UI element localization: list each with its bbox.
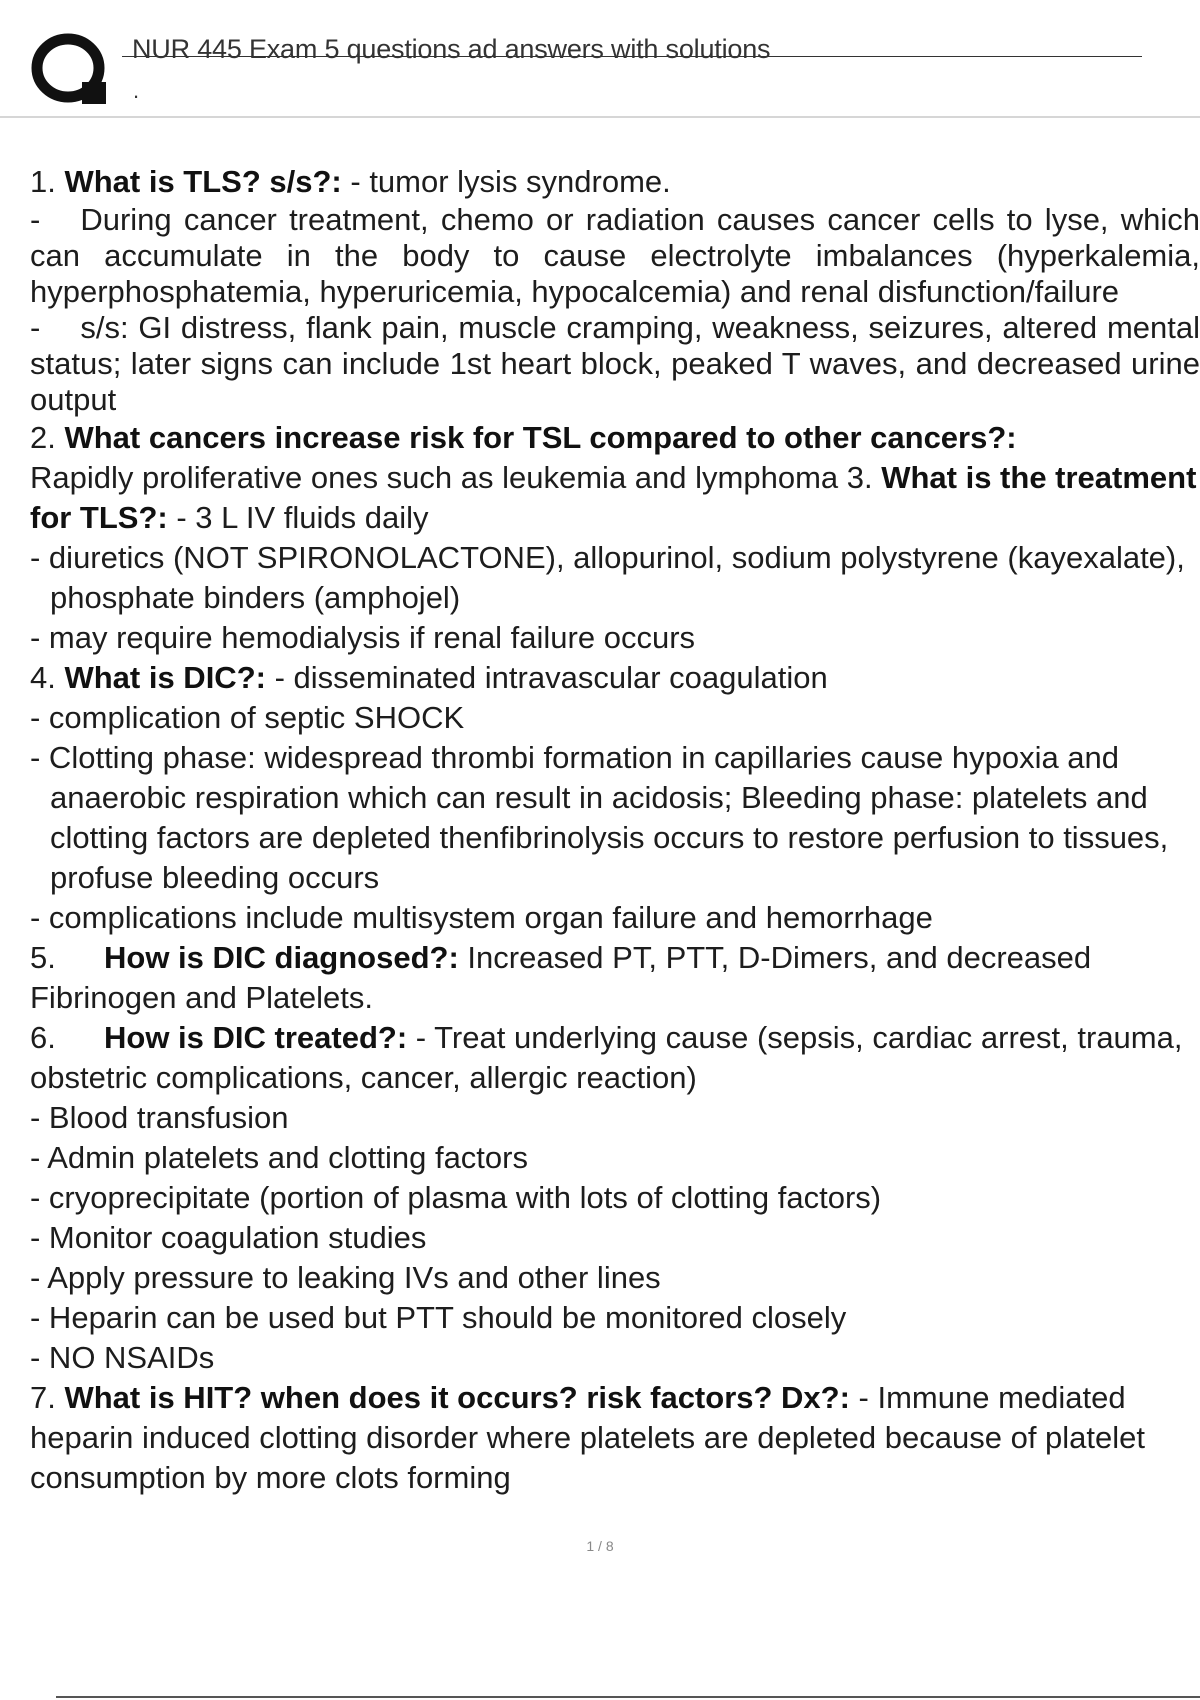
q1-paragraph-1: - During cancer treatment, chemo or radiation causes cancer cells to lyse, which can accumulate in the body to cause electrolyte imbalances (hyperkalemia, hyperphosphatemia, hyperuricemia, hypocalcemia) and renal disfunction/failure: [30, 202, 1200, 309]
q4-item: - complication of septic SHOCK: [30, 700, 465, 735]
q6-item: - Heparin can be used but PTT should be monitored closely: [30, 1300, 847, 1335]
q6-item: - Blood transfusion: [30, 1100, 289, 1135]
document-title: NUR 445 Exam 5 questions ad answers with solutions: [132, 34, 771, 64]
title-underline: [122, 56, 1142, 57]
header-dot: .: [133, 78, 140, 103]
q3-item: - diuretics (NOT SPIRONOLACTONE), allopurinol, sodium polystyrene (kayexalate), phosphate binders (amphojel): [30, 540, 1185, 615]
q6-item: - cryoprecipitate (portion of plasma with lots of clotting factors): [30, 1180, 882, 1215]
q6-item: - NO NSAIDs: [30, 1340, 215, 1375]
q-logo-icon: [30, 30, 112, 112]
footer-rule: [56, 1696, 1200, 1698]
header-separator: [0, 116, 1200, 118]
q6-item: - Apply pressure to leaking IVs and other lines: [30, 1260, 661, 1295]
question-7: 7. What is HIT? when does it occurs? risk factors? Dx?: - Immune mediated heparin induced clotting disorder where platelets are depleted because of platelet consumption by more clots forming: [30, 1380, 1146, 1495]
q6-item: - Monitor coagulation studies: [30, 1220, 427, 1255]
q4-item: - Clotting phase: widespread thrombi formation in capillaries cause hypoxia and anaerobic respiration which can result in acidosis; Bleeding phase: platelets and clotting factors are depleted thenfibrinolysis occurs to restore perfusion to tissues, profuse bleeding occurs: [30, 740, 1169, 895]
document-body: [30, 162, 1200, 1498]
q3-item: - may require hemodialysis if renal failure occurs: [30, 620, 696, 655]
q1-paragraph-2: - s/s: GI distress, flank pain, muscle cramping, weakness, seizures, altered mental status; later signs can include 1st heart block, peaked T waves, and decreased urine output: [30, 310, 1200, 417]
q6-item: - Admin platelets and clotting factors: [30, 1140, 528, 1175]
question-1: 1. What is TLS? s/s?: - tumor lysis syndrome.: [30, 164, 671, 199]
answer-2-and-question-3: Rapidly proliferative ones such as leukemia and lymphoma 3. What is the treatment for TLS?: - 3 L IV fluids daily: [30, 460, 1197, 535]
question-6: 6. How is DIC treated?: - Treat underlying cause (sepsis, cardiac arrest, trauma, obstetric complications, cancer, allergic reaction): [30, 1020, 1183, 1095]
q4-item: - complications include multisystem organ failure and hemorrhage: [30, 900, 933, 935]
question-2: 2. What cancers increase risk for TSL compared to other cancers?:: [30, 420, 1017, 455]
question-5: 5. How is DIC diagnosed?: Increased PT, PTT, D-Dimers, and decreased Fibrinogen and Platelets.: [30, 940, 1092, 1015]
question-4: 4. What is DIC?: - disseminated intravascular coagulation: [30, 660, 828, 695]
page-number: 1 / 8: [586, 1538, 614, 1554]
